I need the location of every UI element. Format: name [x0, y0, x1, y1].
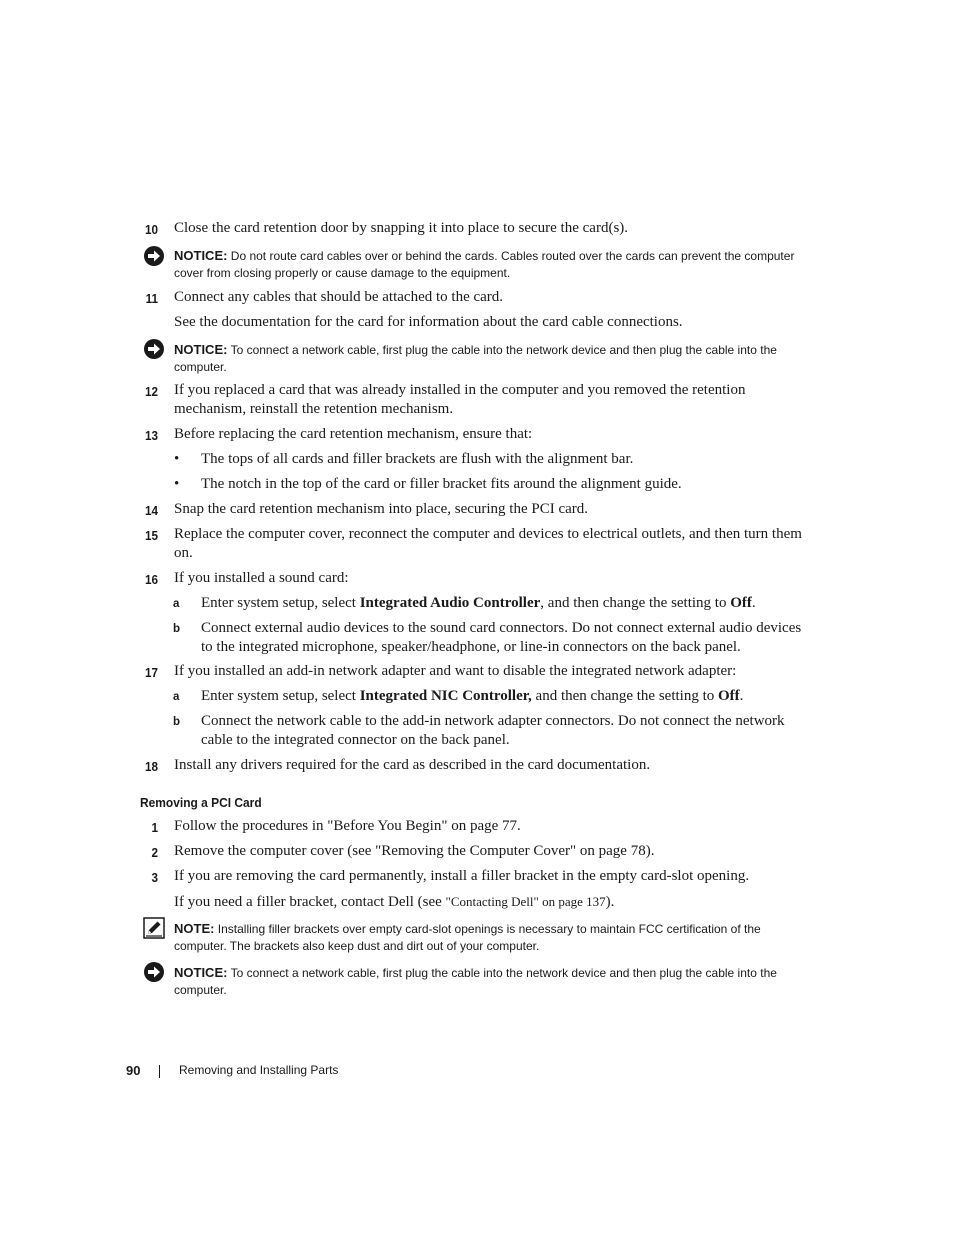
setup-option-value: Off — [718, 688, 740, 704]
substep-text-mid: and then change the setting to — [531, 688, 718, 704]
notice-label: NOTICE: — [174, 965, 228, 980]
notice-block — [174, 341, 816, 376]
substep-text-post: . — [739, 688, 744, 704]
step-paragraph: See the documentation for the card for information about the card cable connections. — [174, 314, 683, 330]
substep-letter: b — [173, 716, 181, 728]
step-number: 15 — [144, 528, 158, 543]
step-number: 3 — [151, 870, 158, 885]
substep-text-mid: , and then change the setting to — [540, 595, 731, 611]
notice-text: To connect a network cable, first plug the cable into the network device and then plug the cable into the computer. — [174, 343, 777, 374]
note-pencil-icon — [143, 917, 165, 939]
substep-letter: a — [173, 691, 180, 703]
step-number: 11 — [145, 291, 158, 306]
step-number: 18 — [144, 759, 158, 774]
setup-option-value: Off — [730, 595, 752, 611]
step-text: Before replacing the card retention mechanism, ensure that: — [174, 426, 533, 442]
step-text: If you are removing the card permanently, install a filler bracket in the empty card-slot opening. — [174, 868, 750, 884]
chapter-title: Removing and Installing Parts — [179, 1063, 339, 1077]
notice-label: NOTICE: — [174, 248, 228, 263]
substep-letter: a — [173, 598, 180, 610]
substep-text-post: . — [751, 595, 756, 611]
footer-divider — [159, 1065, 160, 1078]
step-text: Remove the computer cover (see "Removing the Computer Cover" on page 78). — [174, 843, 655, 859]
substep-text: Connect the network cable to the add-in network adapter connectors. Do not connect the network cable to the integrated connector on the back panel. — [201, 713, 785, 748]
bullet-marker: • — [174, 476, 180, 492]
page-number: 90 — [126, 1063, 141, 1078]
step-number: 13 — [144, 428, 158, 443]
step-text: Follow the procedures in "Before You Begin" on page 77. — [174, 818, 521, 834]
step-text: If you replaced a card that was already installed in the computer and you removed the retention mechanism, reinstall the retention mechanism. — [174, 382, 746, 417]
step-number: 14 — [144, 503, 158, 518]
note-block — [174, 920, 816, 955]
bullet-text: The notch in the top of the card or filler bracket fits around the alignment guide. — [201, 476, 682, 492]
paragraph-pre: If you need a filler bracket, contact Dell (see — [174, 894, 446, 910]
step-text: Close the card retention door by snapping it into place to secure the card(s). — [174, 220, 629, 236]
notice-arrow-icon — [143, 245, 165, 267]
notice-text: To connect a network cable, first plug the cable into the network device and then plug the cable into the computer. — [174, 966, 777, 997]
notice-label: NOTICE: — [174, 342, 228, 357]
step-text: If you installed an add-in network adapter and want to disable the integrated network adapter: — [174, 663, 737, 679]
substep-text — [201, 687, 816, 706]
step-text: Snap the card retention mechanism into place, securing the PCI card. — [174, 501, 589, 517]
step-number: 10 — [144, 222, 158, 237]
step-number: 1 — [151, 820, 158, 835]
notice-block — [174, 247, 816, 282]
notice-arrow-icon — [143, 338, 165, 360]
cross-reference: "Contacting Dell" on page 137 — [445, 894, 606, 909]
bullet-marker: • — [174, 451, 180, 467]
step-text: Connect any cables that should be attached to the card. — [174, 289, 504, 305]
paragraph-post: ). — [605, 894, 615, 910]
note-text: Installing filler brackets over empty card-slot openings is necessary to maintain FCC certification of the computer. The brackets also keep dust and dirt out of your computer. — [174, 922, 761, 953]
section-heading: Removing a PCI Card — [140, 795, 262, 810]
setup-option-name: Integrated NIC Controller, — [359, 688, 532, 704]
substep-text: Connect external audio devices to the sound card connectors. Do not connect external audio devices to the integrated microphone, speaker/headphone, or line-in connectors on the back panel. — [201, 620, 802, 655]
step-text: Install any drivers required for the card as described in the card documentation. — [174, 757, 651, 773]
substep-text — [201, 594, 816, 613]
note-label: NOTE: — [174, 921, 215, 936]
step-text: Replace the computer cover, reconnect the computer and devices to electrical outlets, and then turn them on. — [174, 526, 802, 561]
substep-text-pre: Enter system setup, select — [201, 595, 360, 611]
step-paragraph — [174, 892, 814, 912]
notice-block — [174, 964, 816, 999]
step-text: If you installed a sound card: — [174, 570, 349, 586]
setup-option-name: Integrated Audio Controller — [359, 595, 541, 611]
step-number: 2 — [151, 845, 158, 860]
substep-letter: b — [173, 623, 181, 635]
step-number: 12 — [144, 384, 158, 399]
bullet-text: The tops of all cards and filler brackets are flush with the alignment bar. — [201, 451, 634, 467]
step-number: 16 — [144, 572, 158, 587]
notice-arrow-icon — [143, 961, 165, 983]
substep-text-pre: Enter system setup, select — [201, 688, 360, 704]
step-number: 17 — [144, 665, 158, 680]
notice-text: Do not route card cables over or behind the cards. Cables routed over the cards can prevent the computer cover from closing properly or cause damage to the equipment. — [174, 249, 795, 280]
